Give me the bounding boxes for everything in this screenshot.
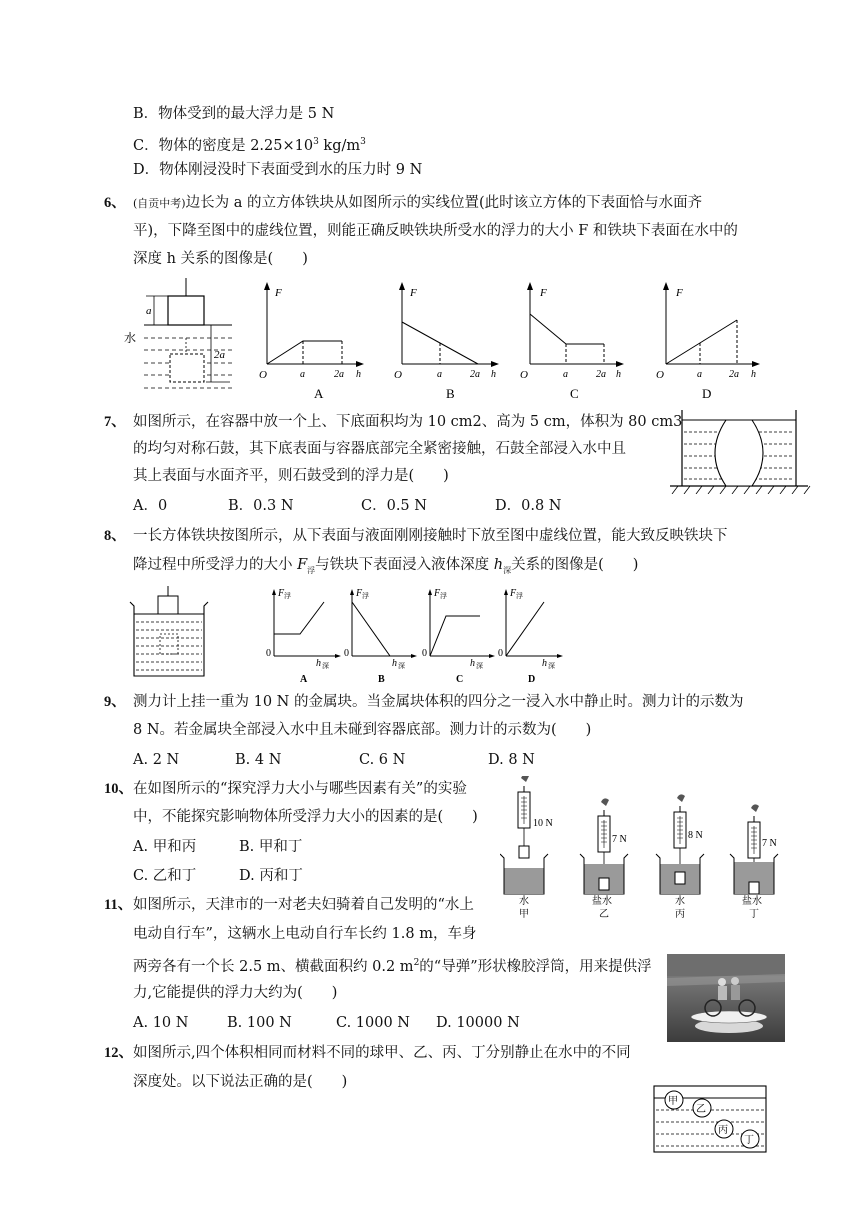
q10-setup-ding xyxy=(730,804,778,918)
svg-text:F: F xyxy=(278,588,285,599)
svg-text:D: D xyxy=(702,386,712,401)
svg-text:C: C xyxy=(570,386,579,401)
svg-text:h: h xyxy=(542,658,547,669)
svg-text:O: O xyxy=(520,369,528,381)
q9-line1: 测力计上挂一重为 10 N 的金属块。当金属块体积的四分之一浸入水中静止时。测力计的示数为 xyxy=(133,694,744,710)
q8-graph-d xyxy=(498,588,563,685)
q8-graph-a xyxy=(266,588,341,685)
q7-line1: 如图所示，在容器中放一个上、下底面积均为 10 cm2、高为 5 cm，体积为 80 cm3 xyxy=(133,414,683,430)
q11-number: 11、 xyxy=(104,897,133,913)
q8-number: 8、 xyxy=(104,528,126,544)
q7-option-d: D．0.8 N xyxy=(495,498,562,514)
svg-text:乙: 乙 xyxy=(599,909,609,918)
svg-text:A: A xyxy=(314,386,324,401)
svg-text:深: 深 xyxy=(398,662,405,670)
svg-text:h: h xyxy=(491,369,496,380)
q6-graph-d xyxy=(656,282,760,401)
svg-text:2a: 2a xyxy=(334,369,344,380)
svg-text:D: D xyxy=(528,674,536,685)
q11-option-c: C. 1000 N xyxy=(336,1015,410,1031)
svg-text:10 N: 10 N xyxy=(533,818,553,829)
svg-text:h: h xyxy=(470,658,475,669)
q10-setup-jia xyxy=(500,776,553,918)
q10-experiment-figure xyxy=(500,776,786,918)
q7-line2: 的均匀对称石鼓，其下底表面与容器底部完全紧密接触，石鼓全部浸入水中且 xyxy=(133,441,626,457)
q10-option-c: C. 乙和丁 xyxy=(133,868,197,884)
svg-text:a: a xyxy=(300,369,305,380)
svg-text:2a: 2a xyxy=(470,369,480,380)
q10-number: 10、 xyxy=(104,781,133,797)
svg-text:2a: 2a xyxy=(214,349,225,361)
svg-text:乙: 乙 xyxy=(696,1104,706,1115)
svg-text:h: h xyxy=(616,369,621,380)
q8-graph-c xyxy=(422,588,495,685)
q11-option-b: B. 100 N xyxy=(227,1015,292,1031)
q6-figure xyxy=(110,278,770,402)
svg-text:2a: 2a xyxy=(729,369,739,380)
svg-text:0: 0 xyxy=(266,648,271,659)
svg-text:a: a xyxy=(697,369,702,380)
q5-option-c: C．物体的密度是 $2.25\times 10^3$ $kg/m^3$ xyxy=(133,137,366,154)
svg-text:a: a xyxy=(563,369,568,380)
svg-text:h: h xyxy=(751,369,756,380)
q7-option-b: B．0.3 N xyxy=(228,498,294,514)
q8-line2: 降过程中所受浮力的大小 $F_浮$与铁块下表面浸入液体深度 $h_深$关系的图像是( ) xyxy=(133,557,639,575)
q11-option-a: A. 10 N xyxy=(133,1015,189,1031)
svg-text:0: 0 xyxy=(344,648,349,659)
q8-graph-b xyxy=(344,588,417,685)
q6-graph-c xyxy=(520,282,624,401)
q11-line4: 力,它能提供的浮力大约为( ) xyxy=(133,985,338,1001)
q7-line3: 其上表面与水面齐平，则石鼓受到的浮力是( ) xyxy=(133,468,449,484)
q10-option-b: B. 甲和丁 xyxy=(239,839,303,855)
q12-balls-figure xyxy=(650,1084,770,1156)
svg-text:F: F xyxy=(510,588,517,599)
q7-option-a: A．0 xyxy=(133,498,168,514)
q11-line1: 如图所示，天津市的一对老夫妇骑着自己发明的“水上 xyxy=(133,897,474,913)
q11-option-d: D. 10000 N xyxy=(436,1015,520,1031)
q8-figure xyxy=(124,584,564,686)
svg-text:h: h xyxy=(392,658,397,669)
q12-line2: 深度处。以下说法正确的是( ) xyxy=(133,1074,348,1090)
svg-text:7 N: 7 N xyxy=(762,838,777,849)
q11-line2: 电动自行车”，这辆水上电动自行车长约 1.8 m，车身 xyxy=(133,926,477,942)
svg-text:丙: 丙 xyxy=(675,909,685,918)
q6-number: 6、 xyxy=(104,195,126,211)
svg-text:水: 水 xyxy=(124,331,137,345)
q6-cube-diagram xyxy=(124,278,232,388)
q11-photo xyxy=(667,954,785,1042)
svg-text:h: h xyxy=(316,658,321,669)
q10-line1: 在如图所示的“探究浮力大小与哪些因素有关”的实验 xyxy=(133,781,467,797)
q9-option-d: D. 8 N xyxy=(488,752,535,768)
svg-text:甲: 甲 xyxy=(519,909,529,918)
q7-number: 7、 xyxy=(104,414,126,430)
q9-line2: 8 N。若金属块全部浸入水中且未碰到容器底部。测力计的示数为( ) xyxy=(133,722,592,738)
svg-text:8 N: 8 N xyxy=(688,830,703,841)
svg-text:a: a xyxy=(437,369,442,380)
svg-text:甲: 甲 xyxy=(668,1096,678,1107)
q6-line3: 深度 h 关系的图像是( ) xyxy=(133,251,308,267)
svg-text:浮: 浮 xyxy=(440,592,447,600)
q8-beaker xyxy=(130,586,208,676)
svg-text:水: 水 xyxy=(519,896,529,907)
svg-text:浮: 浮 xyxy=(516,592,523,600)
svg-text:深: 深 xyxy=(476,662,483,670)
q10-setup-yi xyxy=(580,798,628,918)
q10-option-d: D. 丙和丁 xyxy=(239,868,303,884)
svg-text:浮: 浮 xyxy=(362,592,369,600)
svg-text:丙: 丙 xyxy=(718,1125,728,1136)
q10-setup-bing xyxy=(656,794,704,918)
svg-text:B: B xyxy=(378,674,385,685)
q7-stone-drum-figure xyxy=(664,406,812,494)
q12-line1: 如图所示,四个体积相同而材料不同的球甲、乙、丙、丁分别静止在水中的不同 xyxy=(133,1045,631,1061)
svg-text:浮: 浮 xyxy=(284,592,291,600)
svg-text:深: 深 xyxy=(322,662,329,670)
svg-text:丁: 丁 xyxy=(749,909,759,918)
svg-text:F: F xyxy=(275,287,282,299)
q10-line2: 中，不能探究影响物体所受浮力大小的因素的是( ) xyxy=(133,809,478,825)
svg-text:O: O xyxy=(259,369,267,381)
svg-text:h: h xyxy=(356,369,361,380)
q5-option-d: D．物体刚浸没时下表面受到水的压力时 9 N xyxy=(133,162,423,178)
svg-text:F: F xyxy=(434,588,441,599)
q8-line1: 一长方体铁块按图所示，从下表面与液面刚刚接触时下放至图中虚线位置，能大致反映铁块下 xyxy=(133,528,728,544)
svg-text:O: O xyxy=(394,369,402,381)
q9-number: 9、 xyxy=(104,694,126,710)
svg-text:盐水: 盐水 xyxy=(742,896,762,907)
q5-option-b: B．物体受到的最大浮力是 5 N xyxy=(133,106,335,122)
q12-number: 12、 xyxy=(104,1045,133,1061)
q11-line3: 两旁各有一个长 2.5 m、横截面积约 0.2 $m^2$的“导弹”形状橡胶浮筒，用来提供浮 xyxy=(133,958,652,975)
svg-text:C: C xyxy=(456,674,464,685)
svg-text:丁: 丁 xyxy=(744,1135,754,1146)
svg-text:A: A xyxy=(300,674,308,685)
q6-graph-b xyxy=(394,282,499,401)
q6-line1: (自贡中考)边长为 a 的立方体铁块从如图所示的实线位置(此时该立方体的下表面恰与水面齐 xyxy=(133,195,703,211)
svg-text:水: 水 xyxy=(675,896,685,907)
svg-text:0: 0 xyxy=(498,648,503,659)
svg-text:深: 深 xyxy=(548,662,555,670)
q6-line2: 平)，下降至图中的虚线位置，则能正确反映铁块所受水的浮力的大小 F 和铁块下表面在水中的 xyxy=(133,223,738,239)
svg-text:B: B xyxy=(446,386,455,401)
q7-option-c: C．0.5 N xyxy=(361,498,427,514)
svg-text:盐水: 盐水 xyxy=(592,896,612,907)
svg-text:F: F xyxy=(540,287,547,299)
q9-option-c: C. 6 N xyxy=(359,752,406,768)
svg-text:F: F xyxy=(410,287,417,299)
svg-text:7 N: 7 N xyxy=(612,834,627,845)
svg-text:a: a xyxy=(146,305,152,317)
svg-text:F: F xyxy=(356,588,363,599)
q10-option-a: A. 甲和丙 xyxy=(133,839,197,855)
q9-option-a: A. 2 N xyxy=(133,752,180,768)
svg-text:2a: 2a xyxy=(596,369,606,380)
svg-text:O: O xyxy=(656,369,664,381)
svg-text:0: 0 xyxy=(422,648,427,659)
q6-graph-a xyxy=(259,282,364,401)
q9-option-b: B. 4 N xyxy=(235,752,282,768)
svg-text:F: F xyxy=(676,287,683,299)
